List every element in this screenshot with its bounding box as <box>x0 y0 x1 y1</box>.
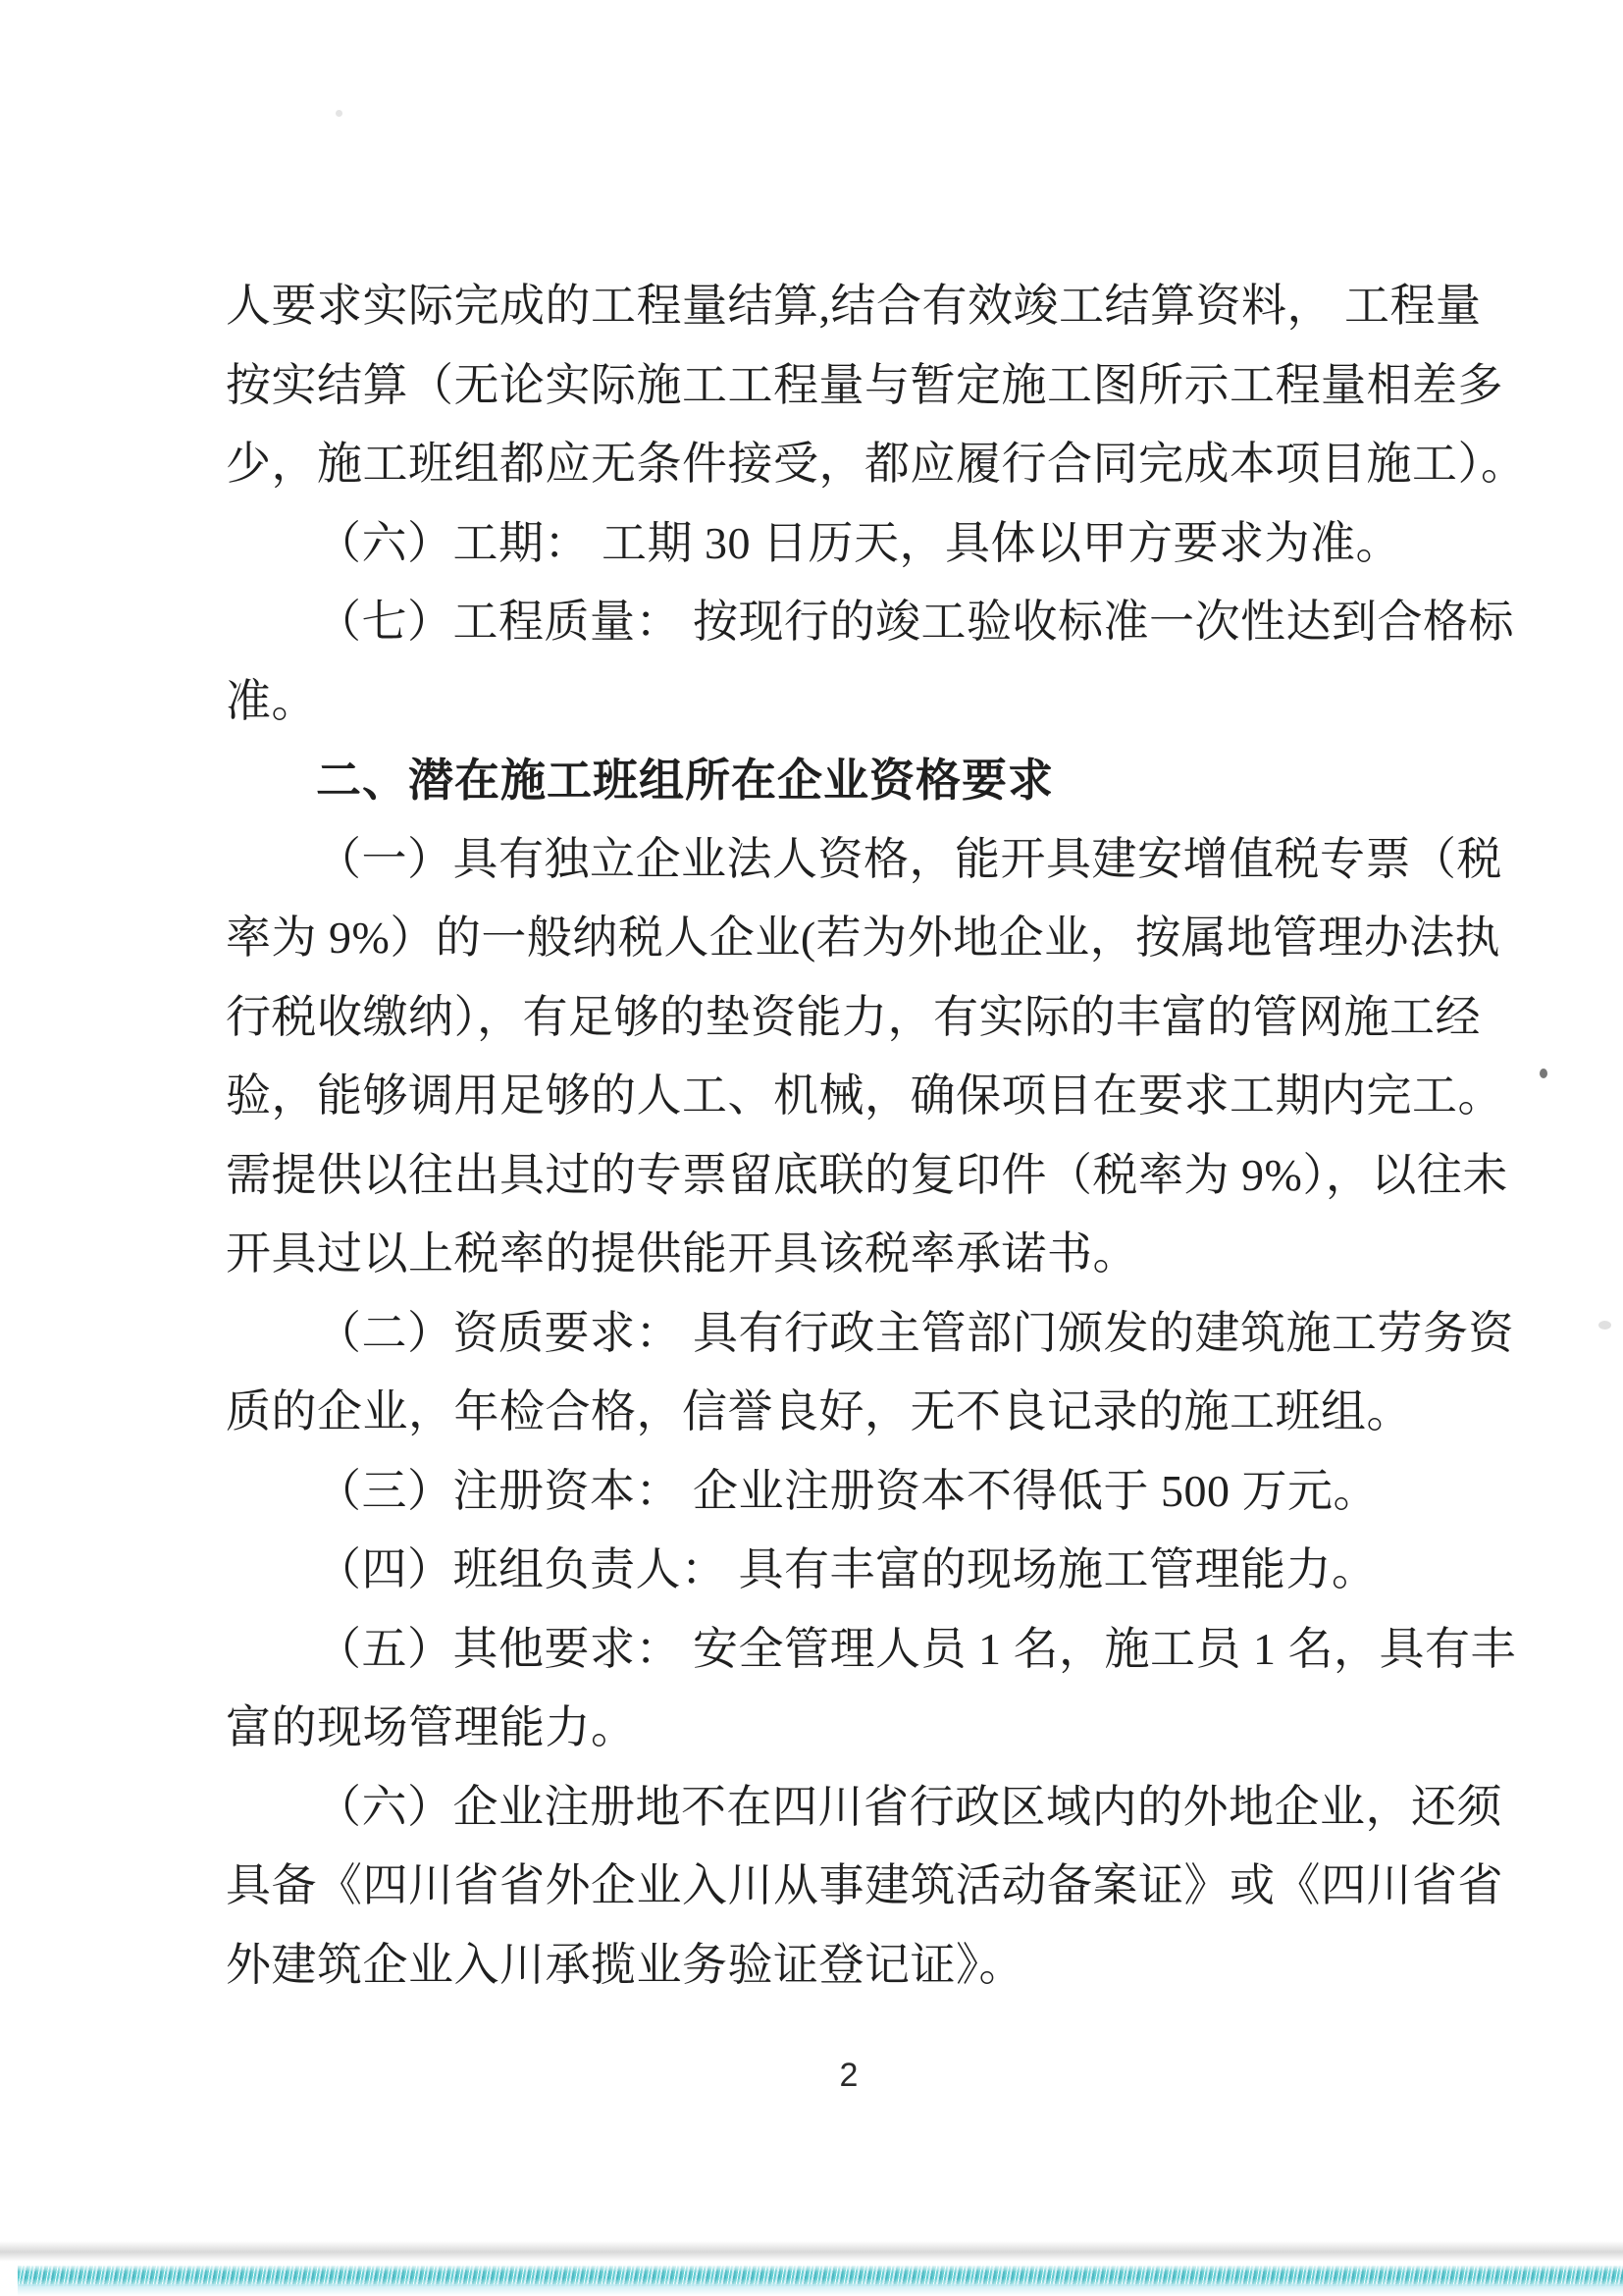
text-line: 准。 <box>226 675 317 726</box>
scan-edge-fringe-glow <box>18 2284 1623 2296</box>
scan-artifact <box>336 110 342 117</box>
text-line: （二）资质要求： 具有行政主管部门颁发的建筑施工劳务资 <box>316 1307 1514 1358</box>
document-body <box>226 267 1527 2005</box>
text-line: （六）企业注册地不在四川省行政区域内的外地企业，还须 <box>316 1781 1502 1832</box>
text-line: 质的企业，年检合格，信誉良好，无不良记录的施工班组。 <box>226 1386 1412 1436</box>
scan-edge-fringe <box>18 2266 1623 2286</box>
section-heading: 二、潜在施工班组所在企业资格要求 <box>316 755 1054 806</box>
text-line: 按实结算（无论实际施工工程量与暂定施工图所示工程量相差多 <box>226 359 1503 410</box>
text-line: 开具过以上税率的提供能开具该税率承诺书。 <box>226 1228 1138 1278</box>
text-line: 行税收缴纳），有足够的垫资能力，有实际的丰富的管网施工经 <box>226 991 1481 1042</box>
text-line: （四）班组负责人： 具有丰富的现场施工管理能力。 <box>316 1544 1378 1594</box>
text-line: 人要求实际完成的工程量结算,结合有效竣工结算资料， 工程量 <box>226 281 1482 331</box>
text-line: 少，施工班组都应无条件接受，都应履行合同完成本项目施工）。 <box>226 439 1527 489</box>
text-line: 需提供以往出具过的专票留底联的复印件（税率为 9%），以往未 <box>226 1149 1508 1200</box>
page-number: 2 <box>839 2057 859 2094</box>
text-line: 具备《四川省省外企业入川从事建筑活动备案证》或《四川省省 <box>226 1860 1503 1910</box>
scan-edge-shadow <box>0 2241 1623 2263</box>
text-line: （六）工期： 工期 30 日历天，具体以甲方要求为准。 <box>316 517 1401 568</box>
text-line: （七）工程质量： 按现行的竣工验收标准一次性达到合格标 <box>316 597 1514 647</box>
scan-artifact <box>1540 1069 1547 1078</box>
scan-artifact <box>1598 1321 1611 1330</box>
text-line: （五）其他要求： 安全管理人员 1 名，施工员 1 名，具有丰 <box>316 1623 1516 1674</box>
text-line: 验，能够调用足够的人工、机械，确保项目在要求工期内完工。 <box>226 1070 1503 1121</box>
text-line: 率为 9%）的一般纳税人企业(若为外地企业，按属地管理办法执 <box>226 913 1501 963</box>
text-line: 富的现场管理能力。 <box>226 1702 637 1752</box>
text-line: （三）注册资本： 企业注册资本不得低于 500 万元。 <box>316 1465 1379 1516</box>
text-line: （一）具有独立企业法人资格，能开具建安增值税专票（税 <box>316 833 1502 884</box>
text-line: 外建筑企业入川承揽业务验证登记证》。 <box>226 1939 1024 1990</box>
